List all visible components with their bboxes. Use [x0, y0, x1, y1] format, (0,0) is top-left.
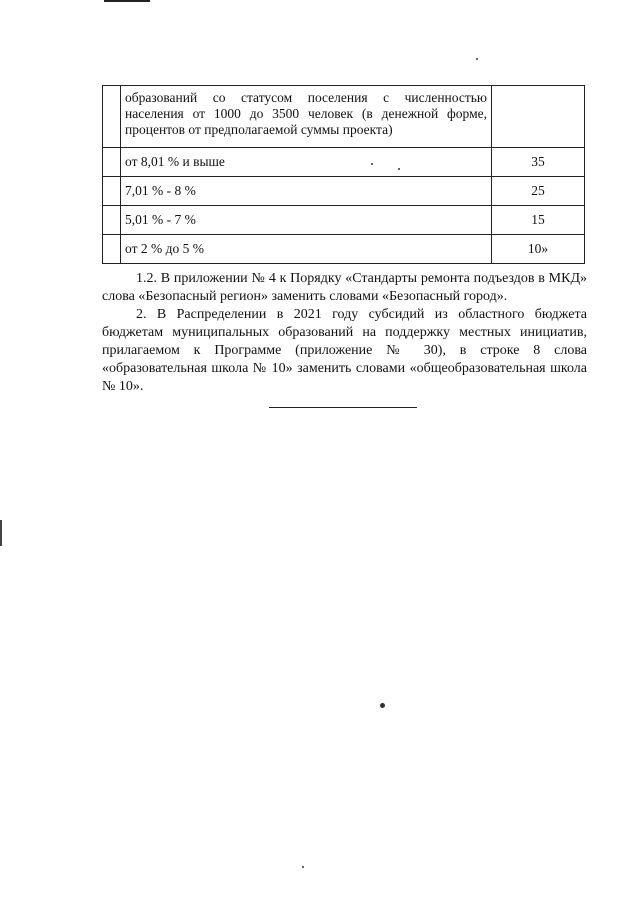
table-row	[103, 206, 585, 235]
paragraph-1-2: 1.2. В приложении № 4 к Порядку «Стандарты ремонта подъездов в МКД» слова «Безопасный регион» заменить словами «Безопасный город».	[102, 271, 587, 304]
scan-speck	[302, 866, 304, 868]
table-row	[103, 86, 585, 148]
amendment-text	[102, 270, 587, 396]
row-number-cell	[103, 235, 121, 264]
condition-cell: 7,01 % - 8 %	[121, 177, 492, 206]
score-cell: 10»	[492, 235, 585, 264]
score-table	[102, 85, 585, 264]
condition-cell: 5,01 % - 7 %	[121, 206, 492, 235]
table-row	[103, 177, 585, 206]
score-cell: 35	[492, 148, 585, 177]
scan-edge-mark	[0, 520, 2, 546]
row-number-cell	[103, 206, 121, 235]
condition-cell: образований со статусом поселения с численностью населения от 1000 до 3500 человек (в денежной форме, процентов от предполагаемой суммы проекта)	[121, 86, 492, 148]
scan-speck	[380, 703, 385, 708]
table-row	[103, 235, 585, 264]
top-edge-rule	[104, 0, 150, 2]
closing-rule	[269, 407, 417, 408]
scan-speck	[476, 58, 478, 60]
score-cell: 25	[492, 177, 585, 206]
paragraph-2: 2. В Распределении в 2021 году субсидий из областного бюджета бюджетам муниципальных образований на поддержку местных инициатив, прилагаемом к Программе (приложение № 30), в строке 8 слова «образовательная школа № 10» заменить словами «общеобразовательная школа № 10».	[102, 307, 587, 394]
row-number-cell	[103, 177, 121, 206]
row-number-cell	[103, 86, 121, 148]
condition-cell: от 8,01 % и выше	[121, 148, 492, 177]
score-cell: 15	[492, 206, 585, 235]
score-cell	[492, 86, 585, 148]
table-row	[103, 148, 585, 177]
condition-cell: от 2 % до 5 %	[121, 235, 492, 264]
row-number-cell	[103, 148, 121, 177]
